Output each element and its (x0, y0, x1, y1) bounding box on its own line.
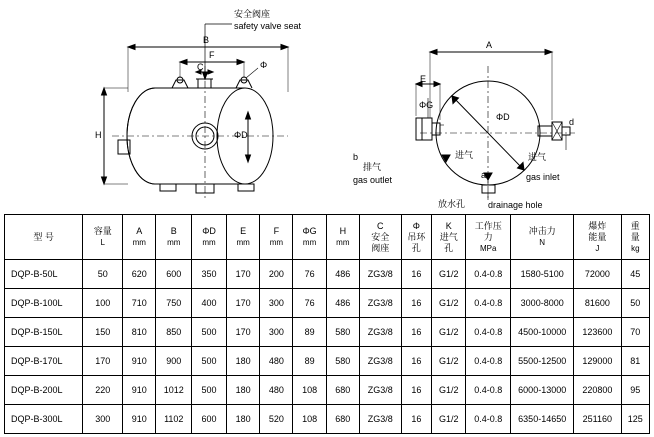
dim-label-phi-lug: Φ (260, 60, 268, 70)
header-phi-lug-hole: Φ 吊环 孔 (401, 215, 432, 260)
cell-phiG: 89 (293, 347, 326, 376)
cell-C: ZG3/8 (359, 260, 401, 289)
cell-pressure: 0.4-0.8 (466, 318, 511, 347)
cell-phiG: 76 (293, 289, 326, 318)
header-H: H mm (326, 215, 359, 260)
cell-F: 480 (260, 347, 293, 376)
cell-model: DQP-B-150L (5, 318, 83, 347)
table-row (5, 376, 650, 405)
cell-A: 710 (123, 289, 156, 318)
specification-table (4, 214, 650, 434)
drainage-hole-cn: 放水孔 (438, 199, 466, 209)
cell-B: 600 (156, 260, 192, 289)
cell-model: DQP-B-50L (5, 260, 83, 289)
cell-E: 170 (227, 318, 260, 347)
gas-outlet-cn: 进气 (455, 150, 474, 160)
cell-F: 480 (260, 376, 293, 405)
header-phiD: ΦD mm (192, 215, 227, 260)
dim-label-phiG: ΦG (419, 100, 434, 110)
cell-H: 486 (326, 260, 359, 289)
header-E: E mm (227, 215, 260, 260)
dim-label-d: d (569, 117, 575, 127)
cell-impact: 4500-10000 (511, 318, 574, 347)
header-explosion-energy: 爆炸 能量 J (574, 215, 621, 260)
cell-K: G1/2 (432, 289, 466, 318)
cell-phiD: 500 (192, 376, 227, 405)
cell-phiD: 500 (192, 318, 227, 347)
cell-capacity: 150 (83, 318, 123, 347)
cell-F: 300 (260, 318, 293, 347)
header-model: 型 号 (5, 215, 83, 260)
cell-impact: 1580-5100 (511, 260, 574, 289)
cell-weight: 125 (621, 405, 649, 434)
table-row (5, 260, 650, 289)
cell-capacity: 100 (83, 289, 123, 318)
header-K-inlet-hole: K 进气 孔 (432, 215, 466, 260)
cell-C: ZG3/8 (359, 405, 401, 434)
cell-H: 486 (326, 289, 359, 318)
cell-capacity: 220 (83, 376, 123, 405)
dim-label-B: B (203, 35, 210, 45)
cell-C: ZG3/8 (359, 376, 401, 405)
cell-H: 680 (326, 376, 359, 405)
cell-pressure: 0.4-0.8 (466, 260, 511, 289)
cell-E: 180 (227, 376, 260, 405)
cell-model: DQP-B-200L (5, 376, 83, 405)
dim-label-C: C (197, 62, 204, 72)
cell-A: 810 (123, 318, 156, 347)
cell-B: 900 (156, 347, 192, 376)
table-row (5, 289, 650, 318)
cell-model: DQP-B-100L (5, 289, 83, 318)
cell-E: 180 (227, 347, 260, 376)
cell-phi: 16 (401, 289, 432, 318)
cell-H: 680 (326, 405, 359, 434)
cell-weight: 70 (621, 318, 649, 347)
header-B: B mm (156, 215, 192, 260)
cell-phi: 16 (401, 376, 432, 405)
header-phiG: ΦG mm (293, 215, 326, 260)
dim-label-A: A (486, 40, 493, 50)
cell-E: 180 (227, 405, 260, 434)
cell-H: 580 (326, 347, 359, 376)
cell-energy: 129000 (574, 347, 621, 376)
cell-phi: 16 (401, 260, 432, 289)
cell-B: 1012 (156, 376, 192, 405)
cell-A: 910 (123, 347, 156, 376)
dim-label-F: F (209, 50, 215, 60)
table-row (5, 405, 650, 434)
cell-pressure: 0.4-0.8 (466, 289, 511, 318)
cell-weight: 81 (621, 347, 649, 376)
cell-capacity: 170 (83, 347, 123, 376)
cell-F: 200 (260, 260, 293, 289)
dim-label-phiD-left: ΦD (234, 130, 248, 140)
header-impact-force: 冲击力 N (511, 215, 574, 260)
header-A: A mm (123, 215, 156, 260)
gas-inlet-en: gas inlet (526, 172, 560, 182)
cell-F: 520 (260, 405, 293, 434)
table-row (5, 318, 650, 347)
cell-K: G1/2 (432, 405, 466, 434)
header-working-pressure: 工作压 力 MPa (466, 215, 511, 260)
cell-pressure: 0.4-0.8 (466, 347, 511, 376)
cell-energy: 251160 (574, 405, 621, 434)
cell-B: 750 (156, 289, 192, 318)
gas-outlet-en: gas outlet (353, 175, 393, 185)
cell-phiG: 108 (293, 376, 326, 405)
cell-weight: 45 (621, 260, 649, 289)
cell-F: 300 (260, 289, 293, 318)
cell-model: DQP-B-300L (5, 405, 83, 434)
cell-pressure: 0.4-0.8 (466, 405, 511, 434)
cell-capacity: 50 (83, 260, 123, 289)
cell-phi: 16 (401, 405, 432, 434)
table-body (5, 260, 650, 434)
cell-A: 910 (123, 405, 156, 434)
cell-energy: 81600 (574, 289, 621, 318)
cell-phi: 16 (401, 318, 432, 347)
safety-valve-seat-callout-cn: 安全阀座 (234, 9, 271, 19)
cell-phiD: 400 (192, 289, 227, 318)
cell-B: 850 (156, 318, 192, 347)
table-row (5, 347, 650, 376)
cell-energy: 220800 (574, 376, 621, 405)
cell-C: ZG3/8 (359, 347, 401, 376)
marker-a: a (481, 170, 487, 180)
cell-E: 170 (227, 289, 260, 318)
dim-label-E: E (420, 74, 427, 84)
header-F: F mm (260, 215, 293, 260)
dim-label-H: H (95, 130, 102, 140)
cell-impact: 6000-13000 (511, 376, 574, 405)
drainage-hole-en: drainage hole (488, 200, 543, 210)
cell-A: 620 (123, 260, 156, 289)
header-capacity: 容量 L (83, 215, 123, 260)
cell-K: G1/2 (432, 376, 466, 405)
gas-inlet-cn: 进气 (528, 152, 547, 162)
cell-capacity: 300 (83, 405, 123, 434)
cell-phiD: 500 (192, 347, 227, 376)
cell-K: G1/2 (432, 318, 466, 347)
table-header-row (5, 215, 650, 260)
safety-valve-seat-callout-en: safety valve seat (234, 21, 302, 31)
cell-phiG: 89 (293, 318, 326, 347)
cell-phiG: 108 (293, 405, 326, 434)
cell-E: 170 (227, 260, 260, 289)
cell-A: 910 (123, 376, 156, 405)
cell-phiD: 600 (192, 405, 227, 434)
dim-label-phiD-right: ΦD (496, 112, 510, 122)
technical-drawing (0, 0, 654, 215)
cell-B: 1102 (156, 405, 192, 434)
marker-b: b (353, 152, 359, 162)
cell-phiD: 350 (192, 260, 227, 289)
cell-pressure: 0.4-0.8 (466, 376, 511, 405)
cell-energy: 123600 (574, 318, 621, 347)
cell-C: ZG3/8 (359, 289, 401, 318)
header-weight: 重 量 kg (621, 215, 649, 260)
cell-phi: 16 (401, 347, 432, 376)
cell-impact: 5500-12500 (511, 347, 574, 376)
cell-weight: 95 (621, 376, 649, 405)
cell-energy: 72000 (574, 260, 621, 289)
cell-C: ZG3/8 (359, 318, 401, 347)
cell-model: DQP-B-170L (5, 347, 83, 376)
cell-impact: 3000-8000 (511, 289, 574, 318)
gas-outlet-cn2: 排气 (363, 162, 382, 172)
cell-K: G1/2 (432, 347, 466, 376)
cell-K: G1/2 (432, 260, 466, 289)
cell-weight: 50 (621, 289, 649, 318)
cell-impact: 6350-14650 (511, 405, 574, 434)
cell-phiG: 76 (293, 260, 326, 289)
header-C-safety-valve-seat: C 安全 阀座 (359, 215, 401, 260)
diagram-area (0, 0, 654, 215)
cell-H: 580 (326, 318, 359, 347)
